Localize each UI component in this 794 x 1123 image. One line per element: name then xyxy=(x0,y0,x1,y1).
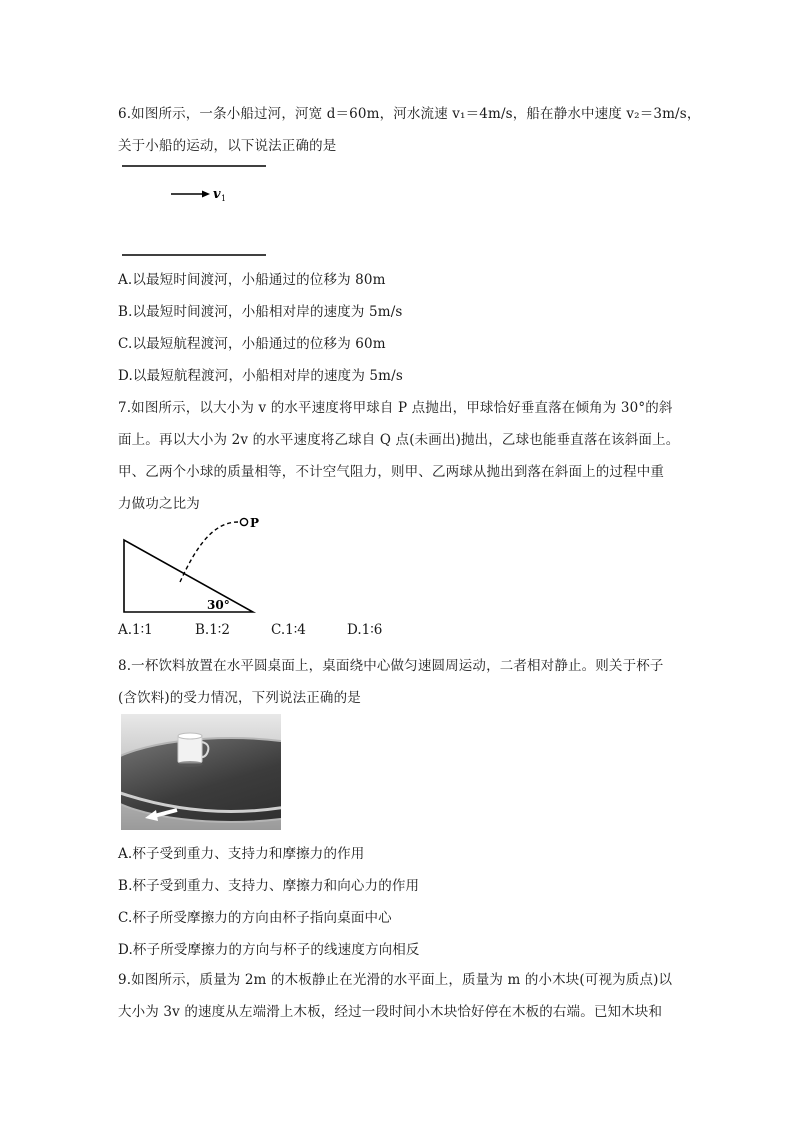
q6-stem-line1: 6.如图所示，一条小船过河，河宽 d＝60m，河水流速 v₁＝4m/s，船在静水中速度 v₂＝3m/s， xyxy=(118,106,701,122)
q7-stem-line3: 甲、乙两个小球的质量相等，不计空气阻力，则甲、乙两球从抛出到落在斜面上的过程中重 xyxy=(118,464,664,480)
incline-triangle xyxy=(124,540,253,612)
q7-option-c: C.1∶4 xyxy=(271,622,306,638)
current-arrow-icon xyxy=(171,191,210,198)
q6-stem-line2: 关于小船的运动，以下说法正确的是 xyxy=(118,138,337,154)
q7-option-d: D.1∶6 xyxy=(347,622,383,638)
rotating-table-photo xyxy=(121,714,281,830)
q7-stem-line4: 力做功之比为 xyxy=(118,496,200,512)
q8-option-d: D.杯子所受摩擦力的方向与杯子的线速度方向相反 xyxy=(118,942,420,958)
q8-stem-line1: 8.一杯饮料放置在水平圆桌面上，桌面绕中心做匀速圆周运动，二者相对静止。则关于杯子 xyxy=(118,658,664,674)
q7-option-a: A.1∶1 xyxy=(118,622,153,638)
point-p-label: P xyxy=(250,516,260,530)
q6-option-a: A.以最短时间渡河，小船通过的位移为 80m xyxy=(118,272,386,288)
q8-option-c: C.杯子所受摩擦力的方向由杯子指向桌面中心 xyxy=(118,910,392,926)
q7-stem-line1: 7.如图所示，以大小为 v 的水平速度将甲球自 P 点抛出，甲球恰好垂直落在倾角为 30°的斜 xyxy=(118,400,673,416)
q9-stem-line2: 大小为 3v 的速度从左端滑上木板，经过一段时间小木块恰好停在木板的右端。已知木块和 xyxy=(118,1004,663,1020)
q8-option-a: A.杯子受到重力、支持力和摩擦力的作用 xyxy=(118,846,365,862)
point-p-marker xyxy=(240,518,247,525)
incline-figure xyxy=(118,512,278,618)
q8-option-b: B.杯子受到重力、支持力、摩擦力和向心力的作用 xyxy=(118,878,420,894)
angle-label: 30° xyxy=(207,598,230,612)
trajectory-curve xyxy=(180,522,238,582)
q7-stem-line2: 面上。再以大小为 2v 的水平速度将乙球自 Q 点(未画出)抛出，乙球也能垂直落在该斜面上。 xyxy=(118,432,680,448)
velocity-label: v xyxy=(213,187,221,202)
q6-option-b: B.以最短时间渡河，小船相对岸的速度为 5m/s xyxy=(118,304,403,320)
q6-option-d: D.以最短航程渡河，小船相对岸的速度为 5m/s xyxy=(118,368,403,384)
q7-option-b: B.1∶2 xyxy=(195,622,230,638)
q6-option-c: C.以最短航程渡河，小船通过的位移为 60m xyxy=(118,336,386,352)
velocity-subscript: 1 xyxy=(221,194,227,203)
q9-stem-line1: 9.如图所示，质量为 2m 的木板静止在光滑的水平面上，质量为 m 的小木块(可视为质点)以 xyxy=(118,972,673,988)
q8-stem-line2: (含饮料)的受力情况，下列说法正确的是 xyxy=(118,690,361,706)
river-figure xyxy=(118,160,278,260)
